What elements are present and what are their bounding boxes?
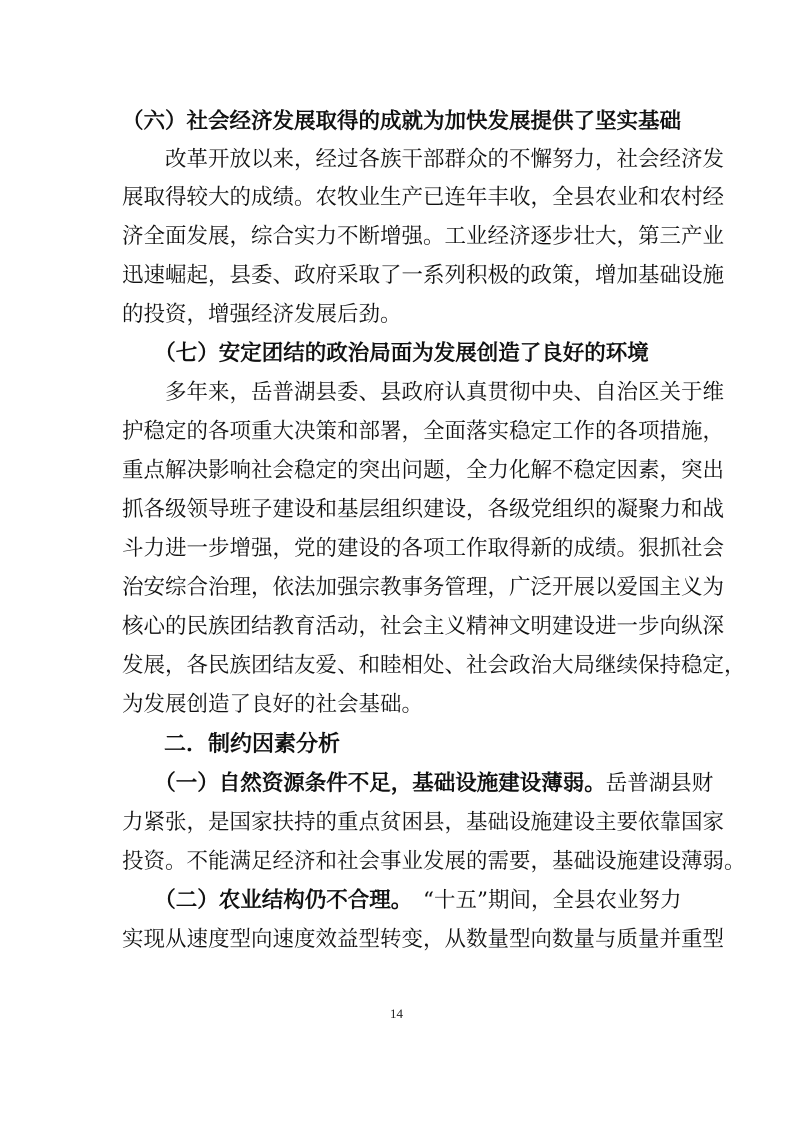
page-number: 14	[390, 1006, 403, 1021]
paragraph-line: 核心的民族团结教育活动，社会主义精神文明建设进一步向纵深	[122, 614, 725, 639]
subsection-2-text: “十五”期间，全县农业努力	[401, 888, 682, 913]
paragraph-line: 为发展创造了良好的社会基础。	[122, 692, 424, 717]
subsection-2-heading: （二）农业结构仍不合理。	[122, 888, 402, 913]
paragraph-line: 护稳定的各项重大决策和部署，全面落实稳定工作的各项措施，	[122, 419, 725, 444]
paragraph-line: 抓各级领导班子建设和基层组织建设，各级党组织的凝聚力和战	[122, 497, 725, 522]
subsection-1-text: 岳普湖县财	[605, 771, 714, 796]
section-7-heading: （七）安定团结的政治局面为发展创造了良好的环境	[122, 341, 649, 366]
paragraph-line: 实现从速度型向速度效益型转变，从数量型向数量与质量并重型	[122, 927, 725, 952]
paragraph-line: 发展，各民族团结友爱、和睦相处、社会政治大局继续保持稳定，	[122, 653, 746, 678]
subsection-2-first-line	[122, 887, 682, 915]
paragraph-line: 改革开放以来，经过各族干部群众的不懈努力，社会经济发	[122, 147, 725, 172]
paragraph-line: 迅速崛起，县委、政府采取了一系列积极的政策，增加基础设施	[122, 263, 725, 288]
subsection-1-heading: （一）自然资源条件不足，基础设施建设薄弱。	[122, 771, 606, 796]
paragraph-line: 投资。不能满足经济和社会事业发展的需要，基础设施建设薄弱。	[122, 849, 746, 874]
paragraph-line: 治安综合治理，依法加强宗教事务管理，广泛开展以爱国主义为	[122, 575, 725, 600]
part-2-heading: 二．制约因素分析	[164, 732, 341, 757]
paragraph-line: 斗力进一步增强，党的建设的各项工作取得新的成绩。狠抓社会	[122, 536, 725, 561]
paragraph-line: 多年来，岳普湖县委、县政府认真贯彻中央、自治区关于维	[122, 380, 725, 405]
paragraph-line: 济全面发展，综合实力不断增强。工业经济逐步壮大，第三产业	[122, 224, 725, 249]
paragraph-line: 力紧张，是国家扶持的重点贫困县，基础设施建设主要依靠国家	[122, 810, 725, 835]
paragraph-line: 重点解决影响社会稳定的突出问题，全力化解不稳定因素，突出	[122, 458, 725, 483]
section-6-heading: （六）社会经济发展取得的成就为加快发展提供了坚实基础	[122, 109, 682, 134]
paragraph-line: 展取得较大的成绩。农牧业生产已连年丰收，全县农业和农村经	[122, 185, 725, 210]
subsection-1-first-line	[122, 770, 714, 798]
paragraph-line: 的投资，增强经济发展后劲。	[122, 302, 402, 327]
